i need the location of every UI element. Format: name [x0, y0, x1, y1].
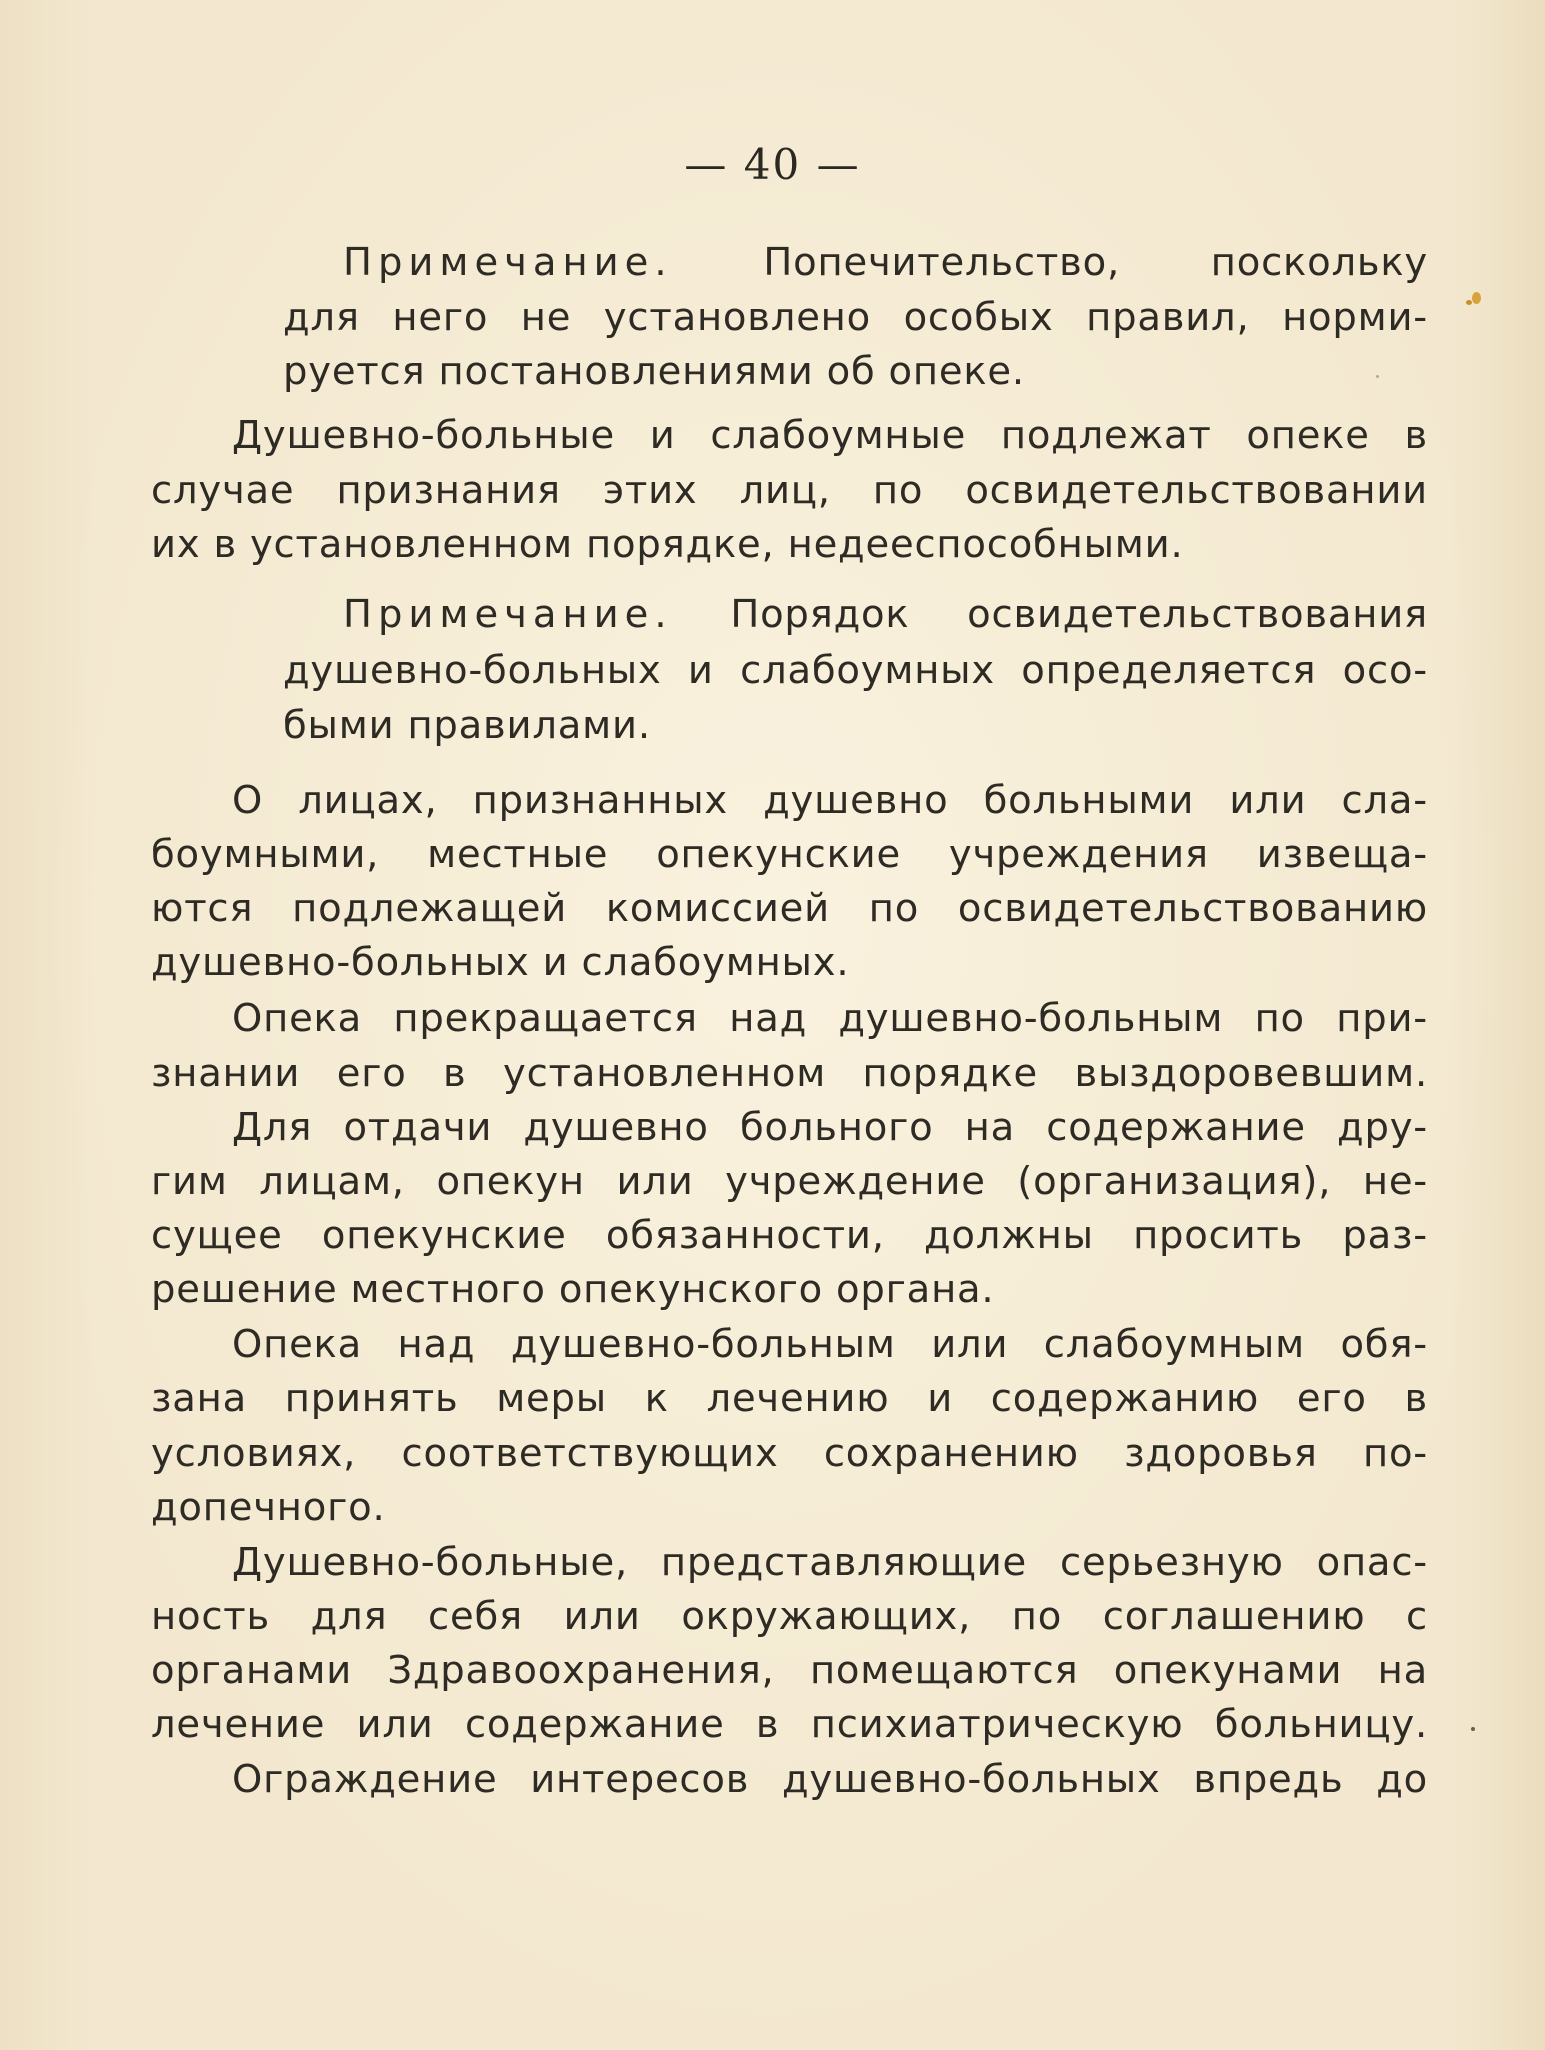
para6-line2: ность для себя или окружающих, по соглашению с [151, 1594, 1428, 1639]
note1-line3: руется постановлениями об опеке. [283, 349, 1025, 394]
para5-line2: зана принять меры к лечению и содержанию его в [151, 1376, 1428, 1421]
page-number: — 40 — [684, 140, 861, 189]
para5-line1: Опека над душевно-больным или слабоумным обя- [232, 1322, 1428, 1367]
note1-line2: для него не установлено особых правил, норми- [283, 295, 1428, 340]
paper-speck [1471, 1727, 1475, 1731]
para5-line3: условиях, соответствующих сохранению здоровья по- [151, 1431, 1428, 1476]
para1-line2: случае признания этих лиц, по освидетельствовании [151, 468, 1428, 513]
para4-line4: решение местного опекунского органа. [151, 1267, 995, 1312]
paper-speck [1376, 375, 1379, 378]
para5-line4: допечного. [151, 1485, 386, 1530]
note1-line1 [343, 240, 1428, 285]
para2-line2: боумными, местные опекунские учреждения извеща- [151, 832, 1428, 877]
para4-line3: сущее опекунские обязанности, должны просить раз- [151, 1213, 1428, 1258]
para6-line4: лечение или содержание в психиатрическую больницу. [151, 1702, 1428, 1747]
para4-line1: Для отдачи душевно больного на содержание дру- [232, 1105, 1428, 1150]
para7-line1: Ограждение интересов душевно-больных впредь до [232, 1757, 1428, 1802]
para2-line4: душевно-больных и слабоумных. [151, 940, 850, 985]
paper-speck [1466, 300, 1472, 305]
note2-label: Примечание. [343, 592, 673, 637]
note2-line1-text: Порядок освидетельствования [730, 592, 1428, 637]
paper-speck [1472, 292, 1481, 304]
para2-line1: О лицах, признанных душевно больными или сла- [232, 778, 1428, 823]
para3-line2: знании его в установленном порядке выздоровевшим. [151, 1051, 1428, 1096]
note1-line1-text: Попечительство, поскольку [763, 240, 1428, 285]
para2-line3: ются подлежащей комиссией по освидетельствованию [151, 886, 1428, 931]
para3-line1: Опека прекращается над душевно-больным по при- [232, 996, 1428, 1041]
note1-label: Примечание. [343, 240, 673, 285]
note2-line2: душевно-больных и слабоумных определяется осо- [283, 648, 1428, 693]
para1-line1: Душевно-больные и слабоумные подлежат опеке в [232, 413, 1428, 458]
para1-line3: их в установленном порядке, недееспособными. [151, 522, 1184, 567]
para6-line3: органами Здравоохранения, помещаются опекунами на [151, 1648, 1428, 1693]
para4-line2: гим лицам, опекун или учреждение (организация), не- [151, 1159, 1428, 1204]
para6-line1: Душевно-больные, представляющие серьезную опас- [232, 1540, 1428, 1585]
note2-line1 [343, 592, 1428, 637]
note2-line3: быми правилами. [283, 703, 651, 748]
